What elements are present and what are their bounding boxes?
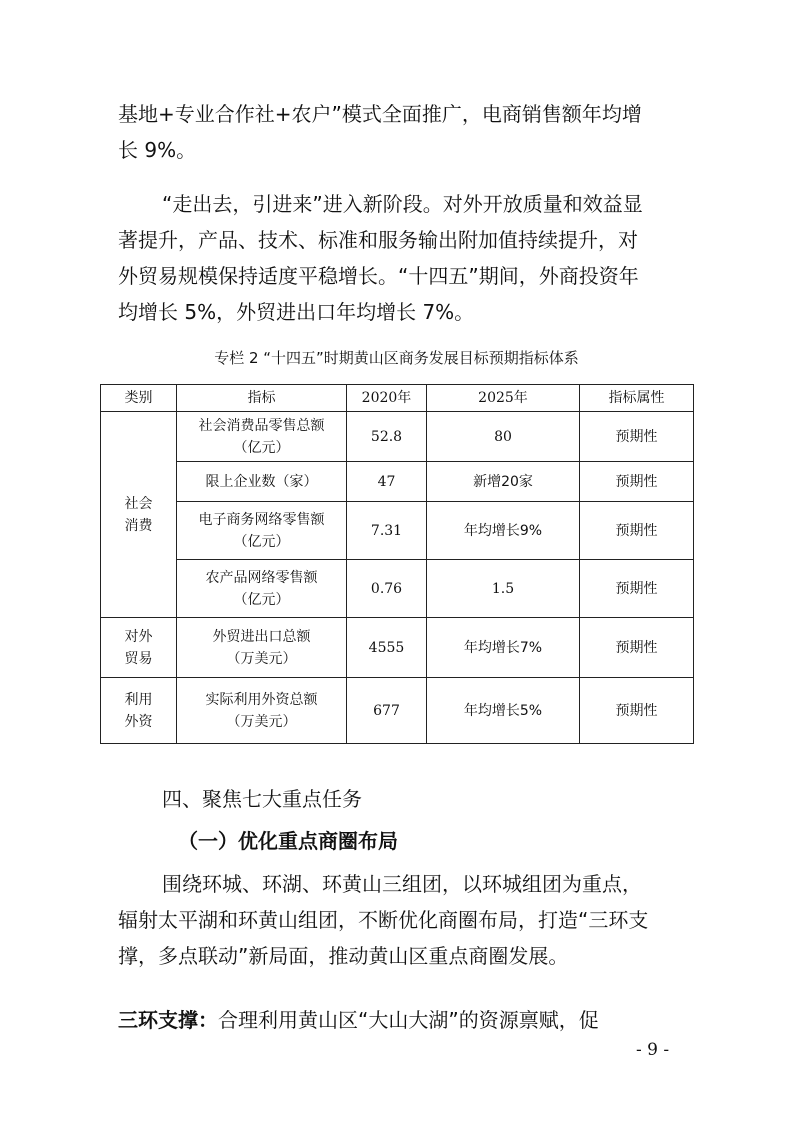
indicator-line: 实际利用外资总额 [205, 691, 318, 708]
text-line: 撑，多点联动”新局面，推动黄山区重点商圈发展。 [118, 944, 569, 968]
table-row [101, 412, 694, 462]
table-row [101, 618, 694, 678]
attribute-cell: 预期性 [580, 678, 694, 744]
category-cell [101, 618, 177, 678]
indicator-line: （亿元） [233, 439, 290, 456]
attribute-cell: 预期性 [580, 560, 694, 618]
attribute-cell: 预期性 [580, 618, 694, 678]
header-category: 类别 [101, 385, 177, 412]
table-header-row [101, 385, 694, 412]
indicator-line: （万美元） [226, 713, 297, 730]
indicator-line: 社会消费品零售总额 [198, 417, 325, 434]
indicator-line: （亿元） [233, 533, 290, 550]
indicator-line: （亿元） [233, 591, 290, 608]
value-2025-cell: 年均增长5% [427, 678, 580, 744]
paragraph-three-rings [118, 1002, 678, 1038]
table-caption: 专栏 2 “十四五”时期黄山区商务发展目标预期指标体系 [214, 349, 579, 367]
indicator-line: 农产品网络零售额 [205, 569, 318, 586]
attribute-cell: 预期性 [580, 502, 694, 560]
indicator-cell [177, 502, 347, 560]
indicator-line: （万美元） [226, 650, 297, 667]
category-cell [101, 678, 177, 744]
text-line: 均增长 5%，外贸进出口年均增长 7%。 [118, 300, 475, 324]
text-line: 基地+专业合作社+农户”模式全面推广，电商销售额年均增 [118, 102, 642, 126]
table-row [101, 502, 694, 560]
indicator-line: 限上企业数（家） [205, 473, 318, 490]
paragraph-opening-up [118, 186, 678, 330]
indicator-table [100, 384, 694, 744]
indicator-cell [177, 678, 347, 744]
category-line: 对外 [124, 628, 153, 645]
text-line: 围绕环城、环湖、环黄山三组团，以环城组团为重点， [162, 872, 642, 896]
value-2025-cell: 新增20家 [427, 462, 580, 502]
value-2025-cell: 80 [427, 412, 580, 462]
section-heading: 四、聚焦七大重点任务 [162, 787, 362, 811]
text-line: 辐射太平湖和环黄山组团，不断优化商圈布局，打造“三环支 [118, 908, 649, 932]
text-line: 长 9%。 [118, 138, 197, 162]
category-cell [101, 412, 177, 618]
header-indicator: 指标 [177, 385, 347, 412]
value-2025-cell: 年均增长9% [427, 502, 580, 560]
indicator-cell [177, 560, 347, 618]
paragraph-commercial-layout [118, 866, 678, 974]
value-2025-cell: 1.5 [427, 560, 580, 618]
table-row [101, 678, 694, 744]
header-2025: 2025年 [427, 385, 580, 412]
category-line: 消费 [124, 517, 153, 534]
value-2020-cell: 0.76 [347, 560, 427, 618]
page-number: - 9 - [636, 1040, 670, 1060]
table-row [101, 462, 694, 502]
value-2020-cell: 677 [347, 678, 427, 744]
value-2025-cell: 年均增长7% [427, 618, 580, 678]
value-2020-cell: 4555 [347, 618, 427, 678]
value-2020-cell: 52.8 [347, 412, 427, 462]
header-2020: 2020年 [347, 385, 427, 412]
category-line: 外资 [124, 713, 153, 730]
indicator-cell [177, 462, 347, 502]
text-line: “走出去，引进来”进入新阶段。对外开放质量和效益显 [162, 192, 643, 216]
lead-term: 三环支撑： [118, 1008, 218, 1032]
indicator-cell [177, 618, 347, 678]
indicator-cell [177, 412, 347, 462]
category-line: 社会 [124, 495, 153, 512]
attribute-cell: 预期性 [580, 462, 694, 502]
value-2020-cell: 7.31 [347, 502, 427, 560]
indicator-line: 电子商务网络零售额 [198, 511, 325, 528]
attribute-cell: 预期性 [580, 412, 694, 462]
lead-text: 合理利用黄山区“大山大湖”的资源禀赋，促 [218, 1008, 599, 1032]
category-line: 利用 [124, 691, 153, 708]
text-line [118, 1002, 678, 1038]
value-2020-cell: 47 [347, 462, 427, 502]
text-line: 著提升，产品、技术、标准和服务输出附加值持续提升，对 [118, 228, 638, 252]
header-attribute: 指标属性 [580, 385, 694, 412]
table-row [101, 560, 694, 618]
text-line: 外贸易规模保持适度平稳增长。“十四五”期间，外商投资年 [118, 264, 639, 288]
indicator-line: 外贸进出口总额 [212, 628, 311, 645]
paragraph-ecommerce [118, 96, 678, 168]
category-line: 贸易 [124, 650, 153, 667]
subsection-heading: （一）优化重点商圈布局 [178, 829, 398, 853]
